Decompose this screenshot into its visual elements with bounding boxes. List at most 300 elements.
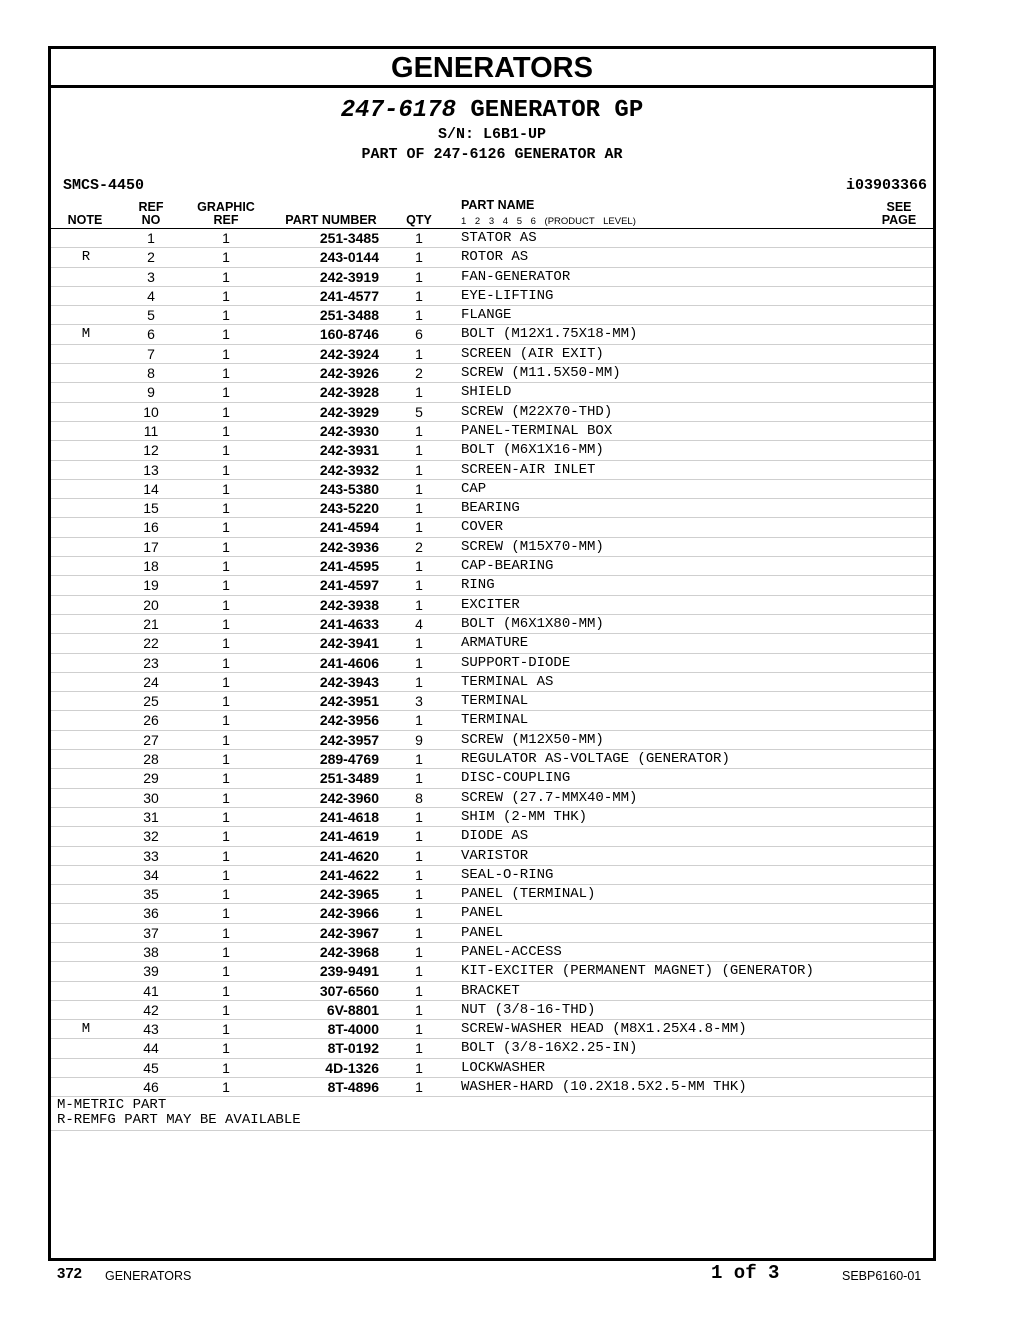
part-number: 251-3485 <box>319 230 379 246</box>
part-graphic-ref: 1 <box>222 673 230 690</box>
part-number: 241-4618 <box>319 808 379 825</box>
part-graphic-ref: 1 <box>222 924 230 941</box>
part-number: 241-4597 <box>319 577 379 594</box>
part-name: RING <box>461 577 495 594</box>
part-graphic-ref: 1 <box>222 519 230 536</box>
smcs-code: SMCS-4450 <box>63 177 145 194</box>
part-qty: 1 <box>415 1079 423 1096</box>
part-graphic-ref: 1 <box>222 886 230 903</box>
part-ref-no: 36 <box>143 905 159 922</box>
part-note: M <box>81 326 91 343</box>
part-note: R <box>81 249 91 266</box>
part-ref-no: 35 <box>143 886 159 903</box>
part-ref-no: 31 <box>143 808 159 825</box>
part-name: SUPPORT-DIODE <box>461 654 571 671</box>
part-qty: 6 <box>415 326 423 343</box>
part-ref-no: 33 <box>143 847 159 864</box>
table-row <box>51 364 933 383</box>
table-row <box>51 711 933 730</box>
part-number: 241-4594 <box>319 519 379 536</box>
part-ref-no: 34 <box>143 866 159 883</box>
part-number: 242-3967 <box>319 924 379 941</box>
table-row <box>51 982 933 1001</box>
part-qty: 1 <box>415 268 423 285</box>
table-row <box>51 1020 933 1039</box>
table-row <box>51 403 933 422</box>
table-row <box>51 480 933 499</box>
part-graphic-ref: 1 <box>222 230 230 246</box>
part-ref-no: 45 <box>143 1059 159 1076</box>
part-qty: 1 <box>415 500 423 517</box>
part-ref-no: 27 <box>143 731 159 748</box>
part-ref-no: 42 <box>143 1001 159 1018</box>
footer-page-of: 1 of 3 <box>711 1262 780 1284</box>
part-number: 242-3929 <box>319 403 379 420</box>
part-name: BOLT (3/8-16X2.25-IN) <box>461 1040 638 1057</box>
part-name: BOLT (M6X1X16-MM) <box>461 442 604 459</box>
part-name: SCREW (M11.5X50-MM) <box>461 365 621 382</box>
table-row <box>51 866 933 885</box>
part-qty: 3 <box>415 693 423 710</box>
part-ref-no: 21 <box>143 615 159 632</box>
part-qty: 1 <box>415 384 423 401</box>
part-number: 8T-4000 <box>327 1021 379 1038</box>
part-name: SEAL-O-RING <box>461 866 554 883</box>
part-name: DIODE AS <box>461 828 529 845</box>
table-row <box>51 673 933 692</box>
table-row <box>51 1001 933 1020</box>
table-row <box>51 441 933 460</box>
part-graphic-ref: 1 <box>222 577 230 594</box>
part-ref-no: 5 <box>147 307 155 324</box>
part-ref-no: 15 <box>143 500 159 517</box>
part-graphic-ref: 1 <box>222 403 230 420</box>
part-qty: 1 <box>415 287 423 304</box>
part-name: NUT (3/8-16-THD) <box>461 1001 596 1018</box>
header-qty: QTY <box>406 213 432 227</box>
part-number: 241-4606 <box>319 654 379 671</box>
part-ref-no: 18 <box>143 558 159 575</box>
part-ref-no: 6 <box>147 326 155 343</box>
section-title: GENERATORS <box>51 49 933 88</box>
part-ref-no: 44 <box>143 1040 159 1057</box>
part-number: 242-3957 <box>319 731 379 748</box>
part-qty: 8 <box>415 789 423 806</box>
serial-range: S/N: L6B1-UP <box>437 126 547 143</box>
header-see-bottom: PAGE <box>881 213 917 227</box>
table-row <box>51 769 933 788</box>
part-number: 243-5220 <box>319 500 379 517</box>
part-graphic-ref: 1 <box>222 1079 230 1096</box>
part-ref-no: 12 <box>143 442 159 459</box>
part-qty: 1 <box>415 963 423 980</box>
part-name: PANEL <box>461 924 504 941</box>
part-graphic-ref: 1 <box>222 615 230 632</box>
group-title <box>51 97 933 125</box>
part-name: ROTOR AS <box>461 249 529 266</box>
part-graphic-ref: 1 <box>222 558 230 575</box>
header-note: NOTE <box>67 213 103 227</box>
part-ref-no: 11 <box>143 422 159 439</box>
part-name: CAP <box>461 480 487 497</box>
part-name: PANEL (TERMINAL) <box>461 886 596 903</box>
part-number: 242-3919 <box>319 268 379 285</box>
part-ref-no: 20 <box>143 596 159 613</box>
table-row <box>51 248 933 267</box>
part-name: SCREW (M22X70-THD) <box>461 403 613 420</box>
note-remfg: R-REMFG PART MAY BE AVAILABLE <box>57 1112 301 1129</box>
part-name: SCREW (M12X50-MM) <box>461 731 604 748</box>
part-graphic-ref: 1 <box>222 442 230 459</box>
part-number: 242-3924 <box>319 345 379 362</box>
part-number: 242-3928 <box>319 384 379 401</box>
table-row <box>51 962 933 981</box>
table-row <box>51 345 933 364</box>
part-qty: 1 <box>415 943 423 960</box>
part-qty: 1 <box>415 751 423 768</box>
part-ref-no: 23 <box>143 654 159 671</box>
part-graphic-ref: 1 <box>222 770 230 787</box>
part-number: 242-3965 <box>319 886 379 903</box>
part-qty: 1 <box>415 519 423 536</box>
part-graphic-ref: 1 <box>222 905 230 922</box>
part-qty: 1 <box>415 230 423 246</box>
part-qty: 5 <box>415 403 423 420</box>
table-row <box>51 808 933 827</box>
table-row <box>51 461 933 480</box>
part-qty: 1 <box>415 828 423 845</box>
part-number: 242-3930 <box>319 422 379 439</box>
part-number: 239-9491 <box>319 963 379 980</box>
part-qty: 1 <box>415 654 423 671</box>
parts-page-frame <box>48 46 936 1261</box>
header-product-levels: 1 2 3 4 5 6 (PRODUCT LEVEL) <box>461 216 636 227</box>
part-number: 242-3938 <box>319 596 379 613</box>
part-ref-no: 28 <box>143 751 159 768</box>
part-graphic-ref: 1 <box>222 345 230 362</box>
part-name: COVER <box>461 519 504 536</box>
part-qty: 1 <box>415 307 423 324</box>
part-graphic-ref: 1 <box>222 422 230 439</box>
part-qty: 1 <box>415 1001 423 1018</box>
part-number: 242-3932 <box>319 461 379 478</box>
part-name: SCREW-WASHER HEAD (M8X1.25X4.8-MM) <box>461 1021 747 1038</box>
part-graphic-ref: 1 <box>222 307 230 324</box>
part-graphic-ref: 1 <box>222 1059 230 1076</box>
part-qty: 1 <box>415 808 423 825</box>
part-graphic-ref: 1 <box>222 943 230 960</box>
part-of: PART OF 247-6126 GENERATOR AR <box>361 146 623 163</box>
part-graphic-ref: 1 <box>222 693 230 710</box>
part-name: CAP-BEARING <box>461 558 554 575</box>
part-ref-no: 24 <box>143 673 159 690</box>
part-ref-no: 30 <box>143 789 159 806</box>
part-graphic-ref: 1 <box>222 1021 230 1038</box>
part-number: 242-3960 <box>319 789 379 806</box>
part-graphic-ref: 1 <box>222 982 230 999</box>
part-graphic-ref: 1 <box>222 635 230 652</box>
part-number: 242-3956 <box>319 712 379 729</box>
table-row <box>51 750 933 769</box>
part-name: ARMATURE <box>461 635 529 652</box>
notes-block <box>51 1097 933 1131</box>
part-name: BEARING <box>461 500 520 517</box>
part-ref-no: 9 <box>147 384 155 401</box>
part-qty: 2 <box>415 538 423 555</box>
part-number: 8T-4896 <box>327 1079 379 1096</box>
part-qty: 1 <box>415 1021 423 1038</box>
part-qty: 1 <box>415 558 423 575</box>
footer-section: GENERATORS <box>105 1269 192 1283</box>
header-graphic-top: GRAPHIC <box>197 200 255 214</box>
part-number: 307-6560 <box>319 982 379 999</box>
part-name: TERMINAL <box>461 712 529 729</box>
table-row <box>51 518 933 537</box>
part-ref-no: 43 <box>143 1021 159 1038</box>
footer-page-number: 372 <box>57 1265 83 1282</box>
part-qty: 1 <box>415 480 423 497</box>
table-row <box>51 654 933 673</box>
table-row <box>51 615 933 634</box>
part-graphic-ref: 1 <box>222 789 230 806</box>
part-graphic-ref: 1 <box>222 480 230 497</box>
header-ref-top: REF <box>138 200 164 214</box>
part-ref-no: 19 <box>143 577 159 594</box>
part-number: 242-3951 <box>319 693 379 710</box>
part-graphic-ref: 1 <box>222 538 230 555</box>
table-row <box>51 904 933 923</box>
part-graphic-ref: 1 <box>222 654 230 671</box>
parts-table <box>51 229 933 1097</box>
part-graphic-ref: 1 <box>222 712 230 729</box>
illustration-id: i03903366 <box>845 177 927 194</box>
table-row <box>51 847 933 866</box>
part-ref-no: 2 <box>147 249 155 266</box>
part-qty: 1 <box>415 635 423 652</box>
part-name: SHIM (2-MM THK) <box>461 808 588 825</box>
header-see-top: SEE <box>886 200 912 214</box>
part-ref-no: 26 <box>143 712 159 729</box>
table-row <box>51 789 933 808</box>
part-name: SHIELD <box>461 384 512 401</box>
part-graphic-ref: 1 <box>222 326 230 343</box>
part-number: 4D-1326 <box>325 1059 379 1076</box>
table-row <box>51 827 933 846</box>
part-qty: 1 <box>415 442 423 459</box>
part-ref-no: 7 <box>147 345 155 362</box>
table-row <box>51 538 933 557</box>
part-graphic-ref: 1 <box>222 751 230 768</box>
part-number: 242-3941 <box>319 635 379 652</box>
table-row <box>51 634 933 653</box>
part-graphic-ref: 1 <box>222 461 230 478</box>
part-graphic-ref: 1 <box>222 287 230 304</box>
part-qty: 1 <box>415 847 423 864</box>
part-note: M <box>81 1021 91 1038</box>
part-number: 242-3936 <box>319 538 379 555</box>
part-ref-no: 13 <box>143 461 159 478</box>
part-graphic-ref: 1 <box>222 249 230 266</box>
part-ref-no: 37 <box>143 924 159 941</box>
part-name: STATOR AS <box>461 230 537 246</box>
part-number: 6V-8801 <box>326 1001 379 1018</box>
part-name: EXCITER <box>461 596 520 613</box>
part-ref-no: 8 <box>147 365 155 382</box>
part-number: 251-3489 <box>319 770 379 787</box>
part-number: 241-4620 <box>319 847 379 864</box>
part-number: 243-0144 <box>319 249 379 266</box>
part-ref-no: 14 <box>143 480 159 497</box>
part-ref-no: 22 <box>143 635 159 652</box>
part-ref-no: 10 <box>143 403 159 420</box>
part-graphic-ref: 1 <box>222 268 230 285</box>
part-graphic-ref: 1 <box>222 963 230 980</box>
table-row <box>51 499 933 518</box>
part-qty: 1 <box>415 924 423 941</box>
part-graphic-ref: 1 <box>222 866 230 883</box>
part-ref-no: 25 <box>143 693 159 710</box>
part-graphic-ref: 1 <box>222 365 230 382</box>
part-name: BOLT (M6X1X80-MM) <box>461 615 604 632</box>
part-number: 242-3968 <box>319 943 379 960</box>
table-row <box>51 325 933 344</box>
part-number: 241-4633 <box>319 615 379 632</box>
part-qty: 1 <box>415 982 423 999</box>
part-name: KIT-EXCITER (PERMANENT MAGNET) (GENERATOR) <box>461 963 814 980</box>
part-name: SCREEN (AIR EXIT) <box>461 345 604 362</box>
part-qty: 1 <box>415 596 423 613</box>
part-qty: 1 <box>415 905 423 922</box>
part-ref-no: 3 <box>147 268 155 285</box>
part-graphic-ref: 1 <box>222 847 230 864</box>
table-row <box>51 576 933 595</box>
part-name: BRACKET <box>461 982 520 999</box>
table-row <box>51 731 933 750</box>
table-row <box>51 287 933 306</box>
table-row <box>51 229 933 248</box>
header-part-number: PART NUMBER <box>285 213 377 227</box>
part-name: TERMINAL AS <box>461 673 554 690</box>
part-qty: 1 <box>415 422 423 439</box>
part-graphic-ref: 1 <box>222 384 230 401</box>
part-qty: 1 <box>415 345 423 362</box>
part-qty: 1 <box>415 249 423 266</box>
part-qty: 1 <box>415 673 423 690</box>
part-ref-no: 29 <box>143 770 159 787</box>
part-qty: 1 <box>415 461 423 478</box>
part-number: 243-5380 <box>319 480 379 497</box>
table-row <box>51 268 933 287</box>
table-row <box>51 885 933 904</box>
part-number: 289-4769 <box>319 751 379 768</box>
part-name: FLANGE <box>461 307 512 324</box>
table-row <box>51 1039 933 1058</box>
part-qty: 1 <box>415 770 423 787</box>
part-graphic-ref: 1 <box>222 1001 230 1018</box>
table-row <box>51 557 933 576</box>
part-number: 160-8746 <box>319 326 379 343</box>
part-qty: 1 <box>415 577 423 594</box>
part-qty: 9 <box>415 731 423 748</box>
footer-document: SEBP6160-01 <box>842 1269 922 1283</box>
part-qty: 1 <box>415 1040 423 1057</box>
part-name: WASHER-HARD (10.2X18.5X2.5-MM THK) <box>461 1079 747 1096</box>
part-ref-no: 17 <box>143 538 159 555</box>
table-row <box>51 306 933 325</box>
part-name: PANEL-TERMINAL BOX <box>461 422 613 439</box>
part-graphic-ref: 1 <box>222 828 230 845</box>
part-graphic-ref: 1 <box>222 500 230 517</box>
group-name: GENERATOR GP <box>470 97 644 124</box>
part-name: BOLT (M12X1.75X18-MM) <box>461 326 638 343</box>
part-name: LOCKWASHER <box>461 1059 546 1076</box>
part-qty: 1 <box>415 886 423 903</box>
part-name: SCREW (27.7-MMX40-MM) <box>461 789 638 806</box>
part-ref-no: 41 <box>143 982 159 999</box>
part-graphic-ref: 1 <box>222 808 230 825</box>
part-graphic-ref: 1 <box>222 596 230 613</box>
part-graphic-ref: 1 <box>222 731 230 748</box>
part-qty: 1 <box>415 1059 423 1076</box>
note-metric: M-METRIC PART <box>57 1097 167 1114</box>
part-name: PANEL <box>461 905 504 922</box>
codes-row <box>51 171 933 195</box>
header-ref-bottom: NO <box>141 213 161 227</box>
part-name: PANEL-ACCESS <box>461 943 562 960</box>
part-ref-no: 39 <box>143 963 159 980</box>
part-qty: 1 <box>415 866 423 883</box>
part-number: 241-4577 <box>319 287 379 304</box>
part-qty: 4 <box>415 615 423 632</box>
part-number: 241-4622 <box>319 866 379 883</box>
part-name: DISC-COUPLING <box>461 770 571 787</box>
table-row <box>51 1078 933 1097</box>
table-row <box>51 596 933 615</box>
page-footer <box>0 1262 1020 1287</box>
header-part-name: PART NAME <box>461 198 535 212</box>
part-name: SCREEN-AIR INLET <box>461 461 596 478</box>
part-number: 242-3966 <box>319 905 379 922</box>
header-graphic-bottom: REF <box>213 213 239 227</box>
table-row <box>51 943 933 962</box>
part-number: 241-4595 <box>319 558 379 575</box>
group-part-number: 247-6178 <box>340 97 456 124</box>
table-row <box>51 692 933 711</box>
part-qty: 2 <box>415 365 423 382</box>
part-ref-no: 46 <box>143 1079 159 1096</box>
part-name: SCREW (M15X70-MM) <box>461 538 604 555</box>
part-name: EYE-LIFTING <box>461 287 554 304</box>
part-number: 251-3488 <box>319 307 379 324</box>
part-ref-no: 1 <box>147 230 155 246</box>
table-row <box>51 924 933 943</box>
part-name: REGULATOR AS-VOLTAGE (GENERATOR) <box>461 751 730 768</box>
table-row <box>51 383 933 402</box>
part-name: VARISTOR <box>461 847 529 864</box>
part-name: TERMINAL <box>461 693 529 710</box>
table-row <box>51 422 933 441</box>
part-name: FAN-GENERATOR <box>461 268 571 285</box>
part-graphic-ref: 1 <box>222 1040 230 1057</box>
part-qty: 1 <box>415 712 423 729</box>
part-ref-no: 4 <box>147 287 155 304</box>
part-number: 242-3943 <box>319 673 379 690</box>
part-number: 241-4619 <box>319 828 379 845</box>
part-ref-no: 32 <box>143 828 159 845</box>
table-header <box>51 200 933 229</box>
table-row <box>51 1059 933 1078</box>
part-number: 242-3926 <box>319 365 379 382</box>
